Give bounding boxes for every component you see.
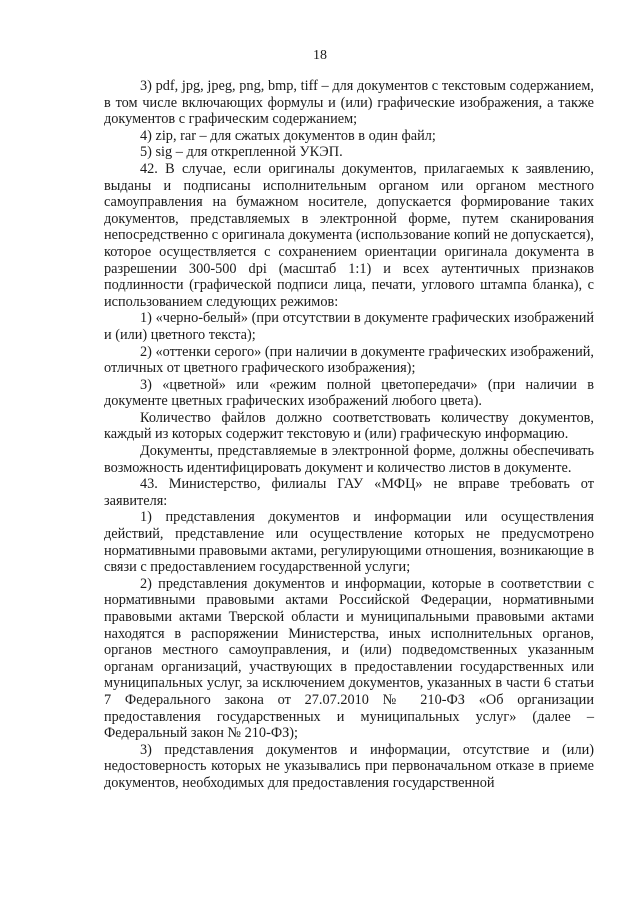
paragraph-clause-43: 43. Министерство, филиалы ГАУ «МФЦ» не вправе требовать от заявителя: (104, 476, 594, 509)
paragraph-mode-bw: 1) «черно-белый» (при отсутствии в документе графических изображений и (или) цветного текста); (104, 310, 594, 343)
paragraph-identification: Документы, представляемые в электронной форме, должны обеспечивать возможность идентифицировать документ и количество листов в документе. (104, 443, 594, 476)
paragraph-file-count: Количество файлов должно соответствовать количеству документов, каждый из которых содержит текстовую и (или) графическую информацию. (104, 409, 594, 443)
paragraph-formats-pdf: 3) pdf, jpg, jpeg, png, bmp, tiff – для документов с текстовым содержанием, в том числе включающих формулы и (или) графические изображения, а также документов с графическим содержанием; (104, 78, 594, 128)
paragraph-clause-43-item-2: 2) представления документов и информации, которые в соответствии с нормативными правовыми актами Российской Федерации, нормативными правовыми актами Тверской области и муниципальными правовыми актами находятся в распоряжении Министерства, иных исполнительных органов, органов местного самоуправления, и (или) подведомственных указанным органам организаций, участвующих в предоставлении государственных или муниципальных услуг, за исключением документов, указанных в части 6 статьи 7 Федерального закона от 27.07.2010 № 210-ФЗ «Об организации предоставления государственных и муниципальных услуг» (далее – Федеральный закон № 210-ФЗ); (104, 575, 594, 742)
paragraph-clause-43-item-1: 1) представления документов и информации или осуществления действий, представление или осуществление которых не предусмотрено нормативными правовыми актами, регулирующими отношения, возникающие в связи с предоставлением государственной услуги; (104, 509, 594, 576)
paragraph-mode-color: 3) «цветной» или «режим полной цветопередачи» (при наличии в документе цветных графических изображений любого цвета). (104, 376, 594, 410)
paragraph-clause-42: 42. В случае, если оригиналы документов, прилагаемых к заявлению, выданы и подписаны исполнительным органом или органом местного самоуправления на бумажном носителе, допускается формирование таких документов, представляемых в электронной форме, путем сканирования непосредственно с оригинала документа (использование копий не допускается), которое осуществляется с сохранением ориентации оригинала документа в разрешении 300-500 dpi (масштаб 1:1) и всех аутентичных признаков подлинности (графической подписи лица, печати, углового штампа бланка), с использованием следующих режимов: (104, 160, 594, 310)
paragraph-clause-43-item-3: 3) представления документов и информации, отсутствие и (или) недостоверность которых не указывались при первоначальном отказе в приеме документов, необходимых для предоставления государственной (104, 741, 594, 791)
page-number: 18 (313, 48, 327, 63)
paragraph-formats-sig: 5) sig – для открепленной УКЭП. (140, 144, 343, 161)
paragraph-mode-gray: 2) «оттенки серого» (при наличии в документе графических изображений, отличных от цветного графического изображения); (104, 343, 594, 377)
paragraph-formats-zip: 4) zip, rar – для сжатых документов в один файл; (140, 127, 436, 144)
document-body (104, 78, 594, 792)
